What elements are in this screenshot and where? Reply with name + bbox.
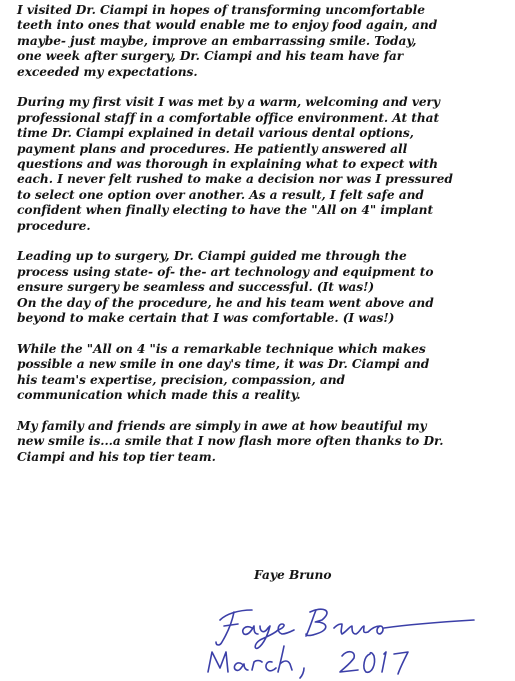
text-line: My family and friends are simply in awe at how beautiful my xyxy=(17,418,427,433)
text-line: ensure surgery be seamless and successful. (It was!) xyxy=(17,280,375,295)
text-line: On the day of the procedure, he and his team went above and xyxy=(17,295,434,310)
text-line: each. I never felt rushed to make a decision nor was I pressured xyxy=(17,172,453,187)
text-line: During my first visit I was met by a warm, welcoming and very xyxy=(17,95,440,110)
text-line: process using state- of- the- art technology and equipment to xyxy=(17,264,434,279)
signer-name: Faye Bruno xyxy=(254,568,332,582)
text-line: I visited Dr. Ciampi in hopes of transforming uncomfortable xyxy=(17,3,425,17)
text-line: one week after surgery, Dr. Ciampi and his team have far xyxy=(17,49,404,64)
text-line: maybe- just maybe, improve an embarrassing smile. Today, xyxy=(17,33,417,48)
text-line: payment plans and procedures. He patiently answered all xyxy=(17,141,408,156)
paragraph-family xyxy=(17,419,507,465)
text-line: new smile is...a smile that I now flash more often thanks to Dr. xyxy=(17,434,444,449)
text-line: communication which made this a reality. xyxy=(17,388,301,403)
text-line: beyond to make certain that I was comfortable. (I was!) xyxy=(17,311,395,326)
paragraph-all-on-4 xyxy=(17,342,507,404)
text-line: to select one option over another. As a result, I felt safe and xyxy=(17,187,424,202)
text-line: Ciampi and his top tier team. xyxy=(17,449,216,464)
date-strokes xyxy=(208,646,408,678)
text-line: possible a new smile in one day's time, it was Dr. Ciampi and xyxy=(17,357,430,372)
text-line: Leading up to surgery, Dr. Ciampi guided me through the xyxy=(17,249,407,264)
handwritten-date xyxy=(204,638,419,680)
paragraph-first-visit xyxy=(17,95,507,234)
text-line: procedure. xyxy=(17,218,91,233)
paragraph-procedure-day xyxy=(17,296,507,327)
text-line: teeth into ones that would enable me to enjoy food again, and xyxy=(17,18,438,33)
paragraph-intro xyxy=(17,3,507,80)
text-line: time Dr. Ciampi explained in detail various dental options, xyxy=(17,126,414,141)
text-line: exceeded my expectations. xyxy=(17,64,198,79)
text-line: his team's expertise, precision, compassion, and xyxy=(17,372,345,387)
text-line: professional staff in a comfortable office environment. At that xyxy=(17,110,440,125)
text-line: confident when finally electing to have the "All on 4" implant xyxy=(17,203,434,218)
letter-body xyxy=(17,3,507,481)
paragraph-leading-up xyxy=(17,249,507,295)
text-line: questions and was thorough in explaining what to expect with xyxy=(17,157,438,172)
text-line: While the "All on 4 "is a remarkable technique which makes xyxy=(17,341,426,356)
